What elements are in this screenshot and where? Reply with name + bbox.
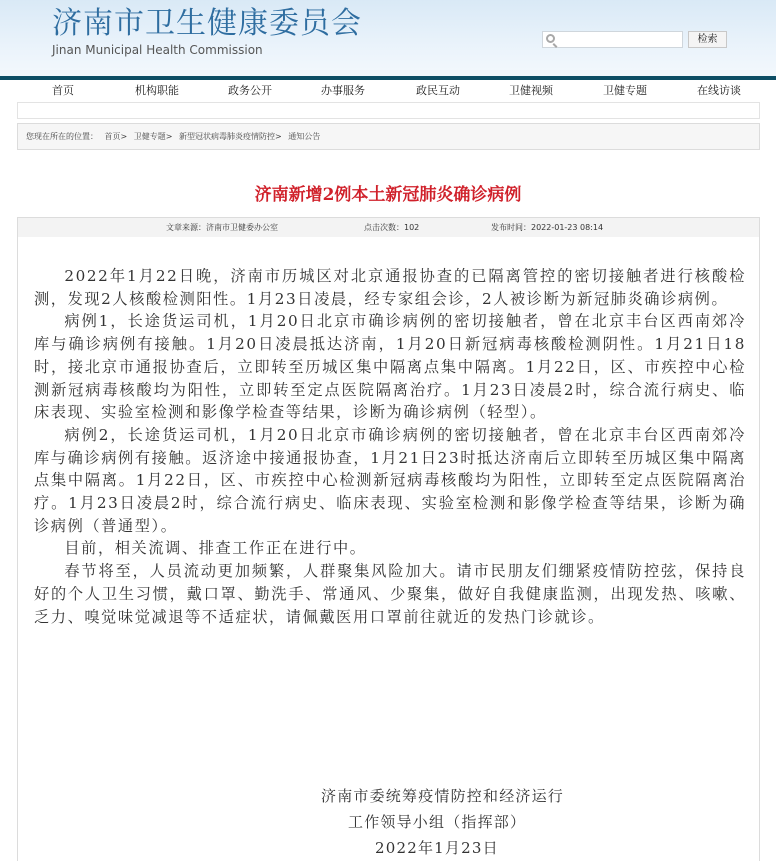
- breadcrumb-prefix: 您现在所在的位置：: [26, 132, 98, 141]
- breadcrumb-item-covid[interactable]: 新型冠状病毒肺炎疫情防控>: [179, 132, 282, 141]
- site-logo-subtitle: Jinan Municipal Health Commission: [52, 43, 263, 57]
- nav-item-topics[interactable]: 卫健专题: [603, 84, 647, 97]
- signature-org-line2: 工作领导小组（指挥部）: [348, 813, 527, 831]
- article-paragraph: 病例2，长途货运司机，1月20日北京市确诊病例的密切接触者，曾在北京丰台区西南郊冷库与确诊病例有接触。返济途中接通报协查，1月21日23时抵达济南后立即转至历城区集中隔离点集中隔离。1月22日，区、市疾控中心检测新冠病毒核酸均为阳性，立即转至定点医院隔离治疗。1月23日凌晨2时，综合流行病史、临床表现、实验室检测和影像学检查等结果，诊断为确诊病例（普通型）。: [34, 425, 746, 535]
- breadcrumb: [17, 123, 760, 150]
- article-paragraph: 目前，相关流调、排查工作正在进行中。: [64, 539, 367, 558]
- signature-date: 2022年1月23日: [375, 839, 499, 857]
- search-input[interactable]: [559, 32, 681, 47]
- article-title: 济南新增2例本土新冠肺炎确诊病例: [254, 185, 522, 205]
- search-box[interactable]: [542, 31, 683, 48]
- article-meta: [18, 218, 759, 237]
- nav-item-interviews[interactable]: 在线访谈: [697, 84, 741, 97]
- site-logo-title[interactable]: 济南市卫生健康委员会: [52, 6, 362, 41]
- site-header: [0, 0, 776, 76]
- article-source: 文章来源：济南市卫健委办公室: [166, 223, 278, 232]
- nav-item-gov-affairs[interactable]: 政务公开: [228, 84, 272, 97]
- article-paragraph: 2022年1月22日晚，济南市历城区对北京通报协查的已隔离管控的密切接触者进行核酸检测，发现2人核酸检测阳性。1月23日凌晨，经专家组会诊，2人被诊断为新冠肺炎确诊病例。: [34, 267, 746, 308]
- search-button[interactable]: 检索: [688, 31, 727, 48]
- sub-nav-strip: [17, 102, 760, 119]
- article-clicks: 点击次数：102: [364, 223, 420, 232]
- signature-org-line1: 济南市委统筹疫情防控和经济运行: [321, 787, 565, 805]
- nav-item-home[interactable]: 首页: [52, 84, 74, 97]
- nav-item-interaction[interactable]: 政民互动: [416, 84, 460, 97]
- breadcrumb-item-notices[interactable]: 通知公告: [288, 132, 321, 141]
- article-published: 发布时间：2022-01-23 08:14: [491, 223, 604, 232]
- main-nav: [0, 80, 776, 102]
- article-container: [17, 217, 760, 861]
- article-paragraph: 病例1，长途货运司机，1月20日北京市确诊病例的密切接触者，曾在北京丰台区西南郊冷库与确诊病例有接触。1月20日凌晨抵达济南，1月20日新冠病毒核酸检测阴性。1月21日18时，接北京市通报协查后，立即转至历城区集中隔离点集中隔离。1月22日，区、市疾控中心检测新冠病毒核酸均为阳性，立即转至定点医院隔离治疗。1月23日凌晨2时，综合流行病史、临床表现、实验室检测和影像学检查等结果，诊断为确诊病例（轻型）。: [34, 312, 746, 422]
- article-paragraph: 春节将至，人员流动更加频繁，人群聚集风险加大。请市民朋友们绷紧疫情防控弦，保持良好的个人卫生习惯，戴口罩、勤洗手、常通风、少聚集，做好自我健康监测，出现发热、咳嗽、乏力、嗅觉味觉减退等不适症状，请佩戴医用口罩前往就近的发热门诊就诊。: [34, 562, 746, 626]
- breadcrumb-item-topics[interactable]: 卫健专题>: [133, 132, 173, 141]
- breadcrumb-item-home[interactable]: 首页>: [104, 132, 128, 141]
- article-body: [34, 265, 746, 628]
- nav-item-videos[interactable]: 卫健视频: [509, 84, 553, 97]
- search-icon: [546, 34, 555, 43]
- nav-item-services[interactable]: 办事服务: [321, 84, 365, 97]
- nav-item-functions[interactable]: 机构职能: [135, 84, 179, 97]
